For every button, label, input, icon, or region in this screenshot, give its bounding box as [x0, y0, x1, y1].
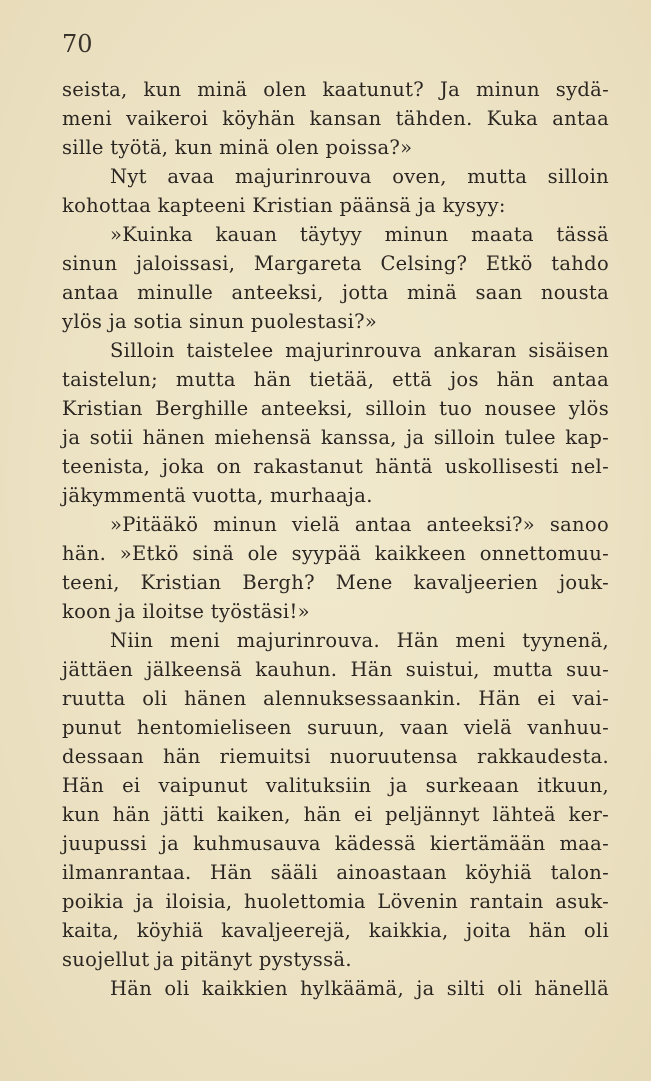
- text-line: ruutta oli hänen alennuksessaankin. Hän ei vai-: [62, 687, 609, 710]
- text-line: sinun jaloissasi, Margareta Celsing? Etkö tahdo: [62, 252, 609, 275]
- text-line: kun hän jätti kaiken, hän ei peljännyt lähteä ker-: [62, 803, 609, 826]
- text-line: kohottaa kapteeni Kristian päänsä ja kysyy:: [62, 194, 506, 217]
- text-line: Nyt avaa majurinrouva oven, mutta silloin: [110, 165, 609, 188]
- page-number: 70: [62, 30, 93, 58]
- text-line: dessaan hän riemuitsi nuoruutensa rakkaudesta.: [62, 745, 609, 768]
- text-line: Kristian Berghille anteeksi, silloin tuo nousee ylös: [62, 397, 609, 420]
- text-line: teenista, joka on rakastanut häntä uskollisesti nel-: [62, 455, 609, 478]
- text-line: sille työtä, kun minä olen poissa?»: [62, 136, 413, 159]
- text-line: Silloin taistelee majurinrouva ankaran sisäisen: [110, 339, 609, 362]
- text-line: »Kuinka kauan täytyy minun maata tässä: [110, 223, 609, 246]
- text-line: jäkymmentä vuotta, murhaaja.: [62, 484, 373, 507]
- text-line: teeni, Kristian Bergh? Mene kavaljeerien jouk-: [62, 571, 609, 594]
- text-line: poikia ja iloisia, huolettomia Lövenin rantain asuk-: [62, 890, 609, 913]
- text-line: seista, kun minä olen kaatunut? Ja minun sydä-: [62, 78, 609, 101]
- body-text: [62, 75, 609, 1003]
- text-line: ilmanrantaa. Hän sääli ainoastaan köyhiä talon-: [62, 861, 609, 884]
- text-line: »Pitääkö minun vielä antaa anteeksi?» sanoo: [110, 513, 609, 536]
- text-line: ja sotii hänen miehensä kanssa, ja silloin tulee kap-: [62, 426, 609, 449]
- text-line: Hän oli kaikkien hylkäämä, ja silti oli hänellä: [110, 977, 609, 1000]
- text-line: ylös ja sotia sinun puolestasi?»: [62, 310, 378, 333]
- text-line: hän. »Etkö sinä ole syypää kaikkeen onnettomuu-: [62, 542, 609, 565]
- text-line: jättäen jälkeensä kauhun. Hän suistui, mutta suu-: [62, 658, 609, 681]
- text-line: meni vaikeroi köyhän kansan tähden. Kuka antaa: [62, 107, 609, 130]
- text-line: taistelun; mutta hän tietää, että jos hän antaa: [62, 368, 609, 391]
- text-line: antaa minulle anteeksi, jotta minä saan nousta: [62, 281, 609, 304]
- text-line: juupussi ja kuhmusauva kädessä kiertämään maa-: [62, 832, 609, 855]
- text-line: Niin meni majurinrouva. Hän meni tyynenä,: [110, 629, 609, 652]
- text-line: Hän ei vaipunut valituksiin ja surkeaan itkuun,: [62, 774, 609, 797]
- text-line: suojellut ja pitänyt pystyssä.: [62, 948, 352, 971]
- text-line: punut hentomieliseen suruun, vaan vielä vanhuu-: [62, 716, 609, 739]
- text-line: koon ja iloitse työstäsi!»: [62, 600, 310, 623]
- text-line: kaita, köyhiä kavaljeerejä, kaikkia, joita hän oli: [62, 919, 609, 942]
